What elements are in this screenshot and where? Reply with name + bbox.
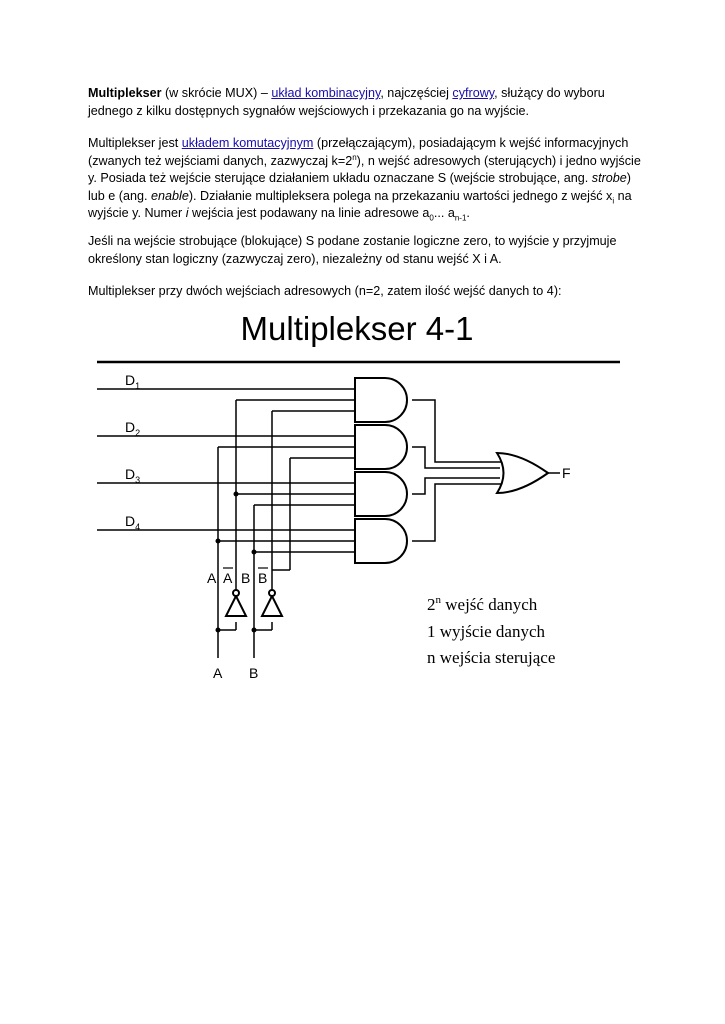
and-gates — [355, 378, 407, 563]
circuit-wires — [97, 389, 560, 658]
p1-text-2: , najczęściej — [380, 86, 453, 100]
link-uklad-kombinacyjny[interactable]: układ kombinacyjny — [271, 86, 381, 100]
diagram-title: Multiplekser 4-1 — [240, 310, 474, 347]
multiplexer-diagram — [0, 300, 725, 700]
p2-text-9: . — [466, 206, 470, 220]
selector-label-a-bar: A — [223, 570, 233, 586]
term-multiplekser: Multiplekser — [88, 86, 162, 100]
and-gate-1 — [355, 378, 407, 422]
and-gate-3 — [355, 472, 407, 516]
or-gate — [497, 453, 548, 493]
p2-text-3: ), n wejść adresowych (sterujących) i jedno wyjście y. Posiada też wejście sterujące działaniem układu oznaczane S (wejście strobujące, ang. — [88, 153, 641, 185]
and-gate-2 — [355, 425, 407, 469]
and-gate-4 — [355, 519, 407, 563]
caption-line-3: n wejścia sterujące — [427, 648, 556, 667]
p2-text-7: wejścia jest podawany na linie adresowe a — [188, 206, 430, 220]
p2-text-6: na wyjście y. Numer — [88, 188, 632, 220]
p2-sub-n-1: n-1 — [454, 213, 467, 223]
p2-text-1: Multiplekser jest — [88, 136, 182, 150]
p1-text-1: (w skrócie MUX) – — [161, 86, 272, 100]
bottom-label-b: B — [249, 665, 259, 681]
caption-line-2: 1 wyjście danych — [427, 622, 546, 641]
inverter-a — [226, 596, 246, 616]
inverter-a-bubble — [233, 590, 239, 596]
paragraph-strobe — [88, 233, 648, 268]
p2-text-4: ) lub e (ang. — [88, 171, 631, 203]
paragraph-definition — [88, 85, 648, 120]
p1-text-3: , służący do wyboru jednego z kilku dostępnych sygnałów wejściowych i przekazania go na wyjście. — [88, 86, 605, 118]
p2-em-i: i — [185, 206, 189, 220]
selector-label-b: B — [241, 570, 251, 586]
selector-label-a: A — [207, 570, 217, 586]
input-label-d1: $D_1$ — [125, 372, 141, 391]
p2-em-enable: enable — [151, 188, 189, 203]
inverter-b — [262, 596, 282, 616]
p3-text: Jeśli na wejście strobujące (blokujące) S podane zostanie logiczne zero, to wyjście y przyjmuje określony stan logiczny (zazwyczaj zero), niezależny od stanu wejść X i A. — [88, 234, 617, 266]
input-label-d3: $D_3$ — [125, 466, 141, 485]
inverter-b-bubble — [269, 590, 275, 596]
output-label-f: F — [562, 465, 571, 481]
link-uklad-komutacyjny[interactable]: układem komutacyjnym — [181, 136, 314, 150]
p2-text-8: ... a — [433, 206, 455, 220]
input-label-d4: $D_4$ — [125, 513, 141, 532]
p2-sub-0: 0 — [429, 213, 434, 223]
p4-text: Multiplekser przy dwóch wejściach adresowych (n=2, zatem ilość wejść danych to 4): — [88, 284, 562, 298]
paragraph-figure-intro — [88, 283, 648, 301]
p2-em-strobe: strobe — [591, 171, 627, 185]
p2-text-2: (przełączającym), posiadającym k wejść informacyjnych (zwanych też wejściami danych, zazwyczaj k=2 — [88, 136, 629, 168]
p2-sub-i: i — [612, 196, 615, 206]
selector-label-b-bar: B — [258, 570, 268, 586]
paragraph-description — [88, 135, 648, 223]
input-label-d2: $D_2$ — [125, 419, 141, 438]
bottom-label-a: A — [213, 665, 223, 681]
link-cyfrowy[interactable]: cyfrowy — [452, 86, 495, 100]
p2-sup-n: n — [352, 152, 357, 162]
caption-line-1: 2$^n$ wejść danych — [427, 594, 538, 614]
p2-text-5: ). Działanie multipleksera polega na przekazaniu wartości jednego z wejść x — [188, 188, 613, 203]
